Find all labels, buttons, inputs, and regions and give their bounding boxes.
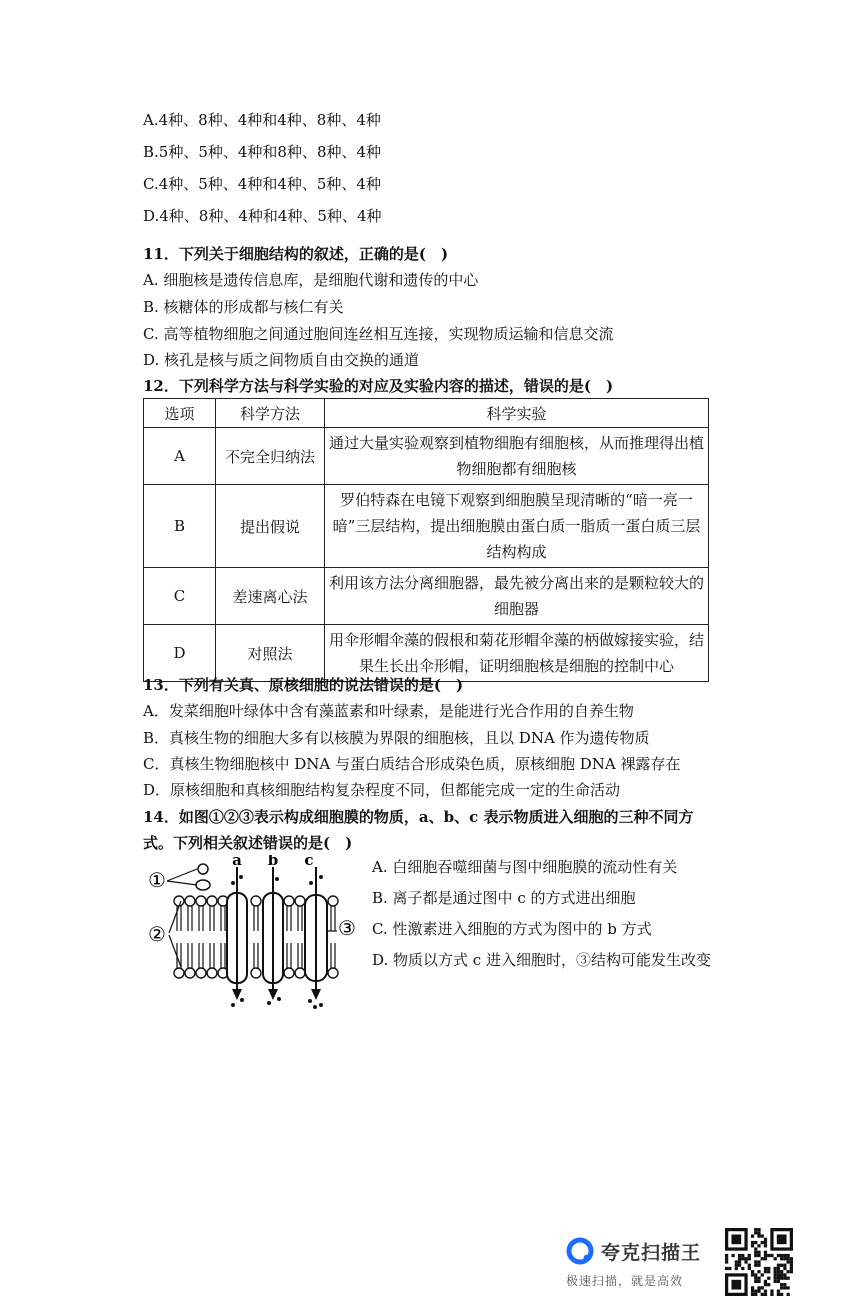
row-option: A [144,428,216,485]
header-option: 选项 [144,399,216,428]
q10-option-c: C.4种、5种、4种和4种、5种、4种 [143,175,381,193]
q13-option-c: C．真核生物细胞核中 DNA 与蛋白质结合形成染色质，原核细胞 DNA 裸露存在 [143,755,681,773]
q11-option-c: C. 高等植物细胞之间通过胞间连丝相互连接，实现物质运输和信息交流 [143,325,614,343]
phospholipid-head [196,968,206,978]
q11-option-d: D. 核孔是核与质之间物质自由交换的通道 [143,351,420,369]
q12-stem: 12．下列科学方法与科学实验的对应及实验内容的描述，错误的是( ) [143,377,614,395]
row-method: 对照法 [216,625,325,682]
quark-logo-icon [565,1236,595,1266]
arrowhead-b [268,989,278,1000]
q14-stem-line2: 式。下列相关叙述错误的是( ) [143,834,353,852]
phospholipid-head [328,896,338,906]
q11-stem: 11．下列关于细胞结构的叙述，正确的是( ) [143,245,449,263]
q14-option-a: A. 白细胞吞噬细菌与图中细胞膜的流动性有关 [372,858,678,876]
q14-option-c: C. 性激素进入细胞的方式为图中的 b 方式 [372,920,652,938]
header-method: 科学方法 [216,399,325,428]
row-option: C [144,568,216,625]
phospholipid-head [251,968,261,978]
label-c: c [304,855,314,869]
arrowhead-c [311,989,321,1000]
phospholipid-head [185,896,195,906]
row-option: B [144,485,216,568]
row-option: D [144,625,216,682]
q14-stem-line1: 14．如图①②③表示构成细胞膜的物质，a、b、c 表示物质进入细胞的三种不同方 [143,808,694,826]
phospholipid-head [185,968,195,978]
label-3: ③ [338,916,356,940]
table-row [144,428,709,485]
row-experiment: 通过大量实验观察到植物细胞有细胞核，从而推理得出植物细胞都有细胞核 [325,428,709,485]
phospholipid-head [207,896,217,906]
phospholipid-head [328,968,338,978]
row-experiment: 用伞形帽伞藻的假根和菊花形帽伞藻的柄做嫁接实验，结果生长出伞形帽，证明细胞核是细胞的控制中心 [325,625,709,682]
scanner-watermark [565,1228,795,1298]
q10-option-a: A.4种、8种、4种和4种、8种、4种 [143,111,381,129]
table-row [144,568,709,625]
sugar-chain [198,864,208,874]
phospholipid-head [295,896,305,906]
label-b: b [267,855,279,869]
q12-table-header [144,399,709,428]
arrowhead-a [232,989,242,1000]
row-method: 提出假说 [216,485,325,568]
label-2: ② [148,922,166,946]
label-1: ① [148,868,166,892]
q12-table [143,398,709,682]
watermark-slogan: 极速扫描，就是高效 [566,1274,684,1288]
q11-option-a: A. 细胞核是遗传信息库，是细胞代谢和遗传的中心 [143,271,479,289]
phospholipid-head [284,896,294,906]
q13-option-b: B．真核生物的细胞大多有以核膜为界限的细胞核，且以 DNA 作为遗传物质 [143,729,650,747]
row-experiment: 罗伯特森在电镜下观察到细胞膜呈现清晰的“暗一亮一暗”三层结构，提出细胞膜由蛋白质一脂质一蛋白质三层结构构成 [325,485,709,568]
q13-stem: 13．下列有关真、原核细胞的说法错误的是( ) [143,676,464,694]
q10-option-b: B.5种、5种、4种和8种、8种、4种 [143,143,382,161]
q10-option-d: D.4种、8种、4种和4种、5种、4种 [143,207,382,225]
row-method: 差速离心法 [216,568,325,625]
row-experiment: 利用该方法分离细胞器，最先被分离出来的是颗粒较大的细胞器 [325,568,709,625]
q13-option-a: A．发菜细胞叶绿体中含有藻蓝素和叶绿素，是能进行光合作用的自养生物 [143,702,634,720]
q11-option-b: B. 核糖体的形成都与核仁有关 [143,298,344,316]
membrane-diagram [145,855,360,1010]
phospholipid-head [251,896,261,906]
phospholipid-head [207,968,217,978]
phospholipid-head [284,968,294,978]
glycoprotein [196,880,210,890]
q14-option-d: D. 物质以方式 c 进入细胞时，③结构可能发生改变 [372,951,711,969]
qr-code-icon [725,1228,793,1296]
phospholipid-head [196,896,206,906]
watermark-title: 夸克扫描王 [601,1242,702,1264]
table-row [144,485,709,568]
phospholipid-head [174,896,184,906]
label-a: a [232,855,242,869]
table-row [144,625,709,682]
phospholipid-head [295,968,305,978]
phospholipid-head [174,968,184,978]
row-method: 不完全归纳法 [216,428,325,485]
header-experiment: 科学实验 [325,399,709,428]
q13-option-d: D．原核细胞和真核细胞结构复杂程度不同，但都能完成一定的生命活动 [143,781,621,799]
q14-option-b: B. 离子都是通过图中 c 的方式进出细胞 [372,889,636,907]
